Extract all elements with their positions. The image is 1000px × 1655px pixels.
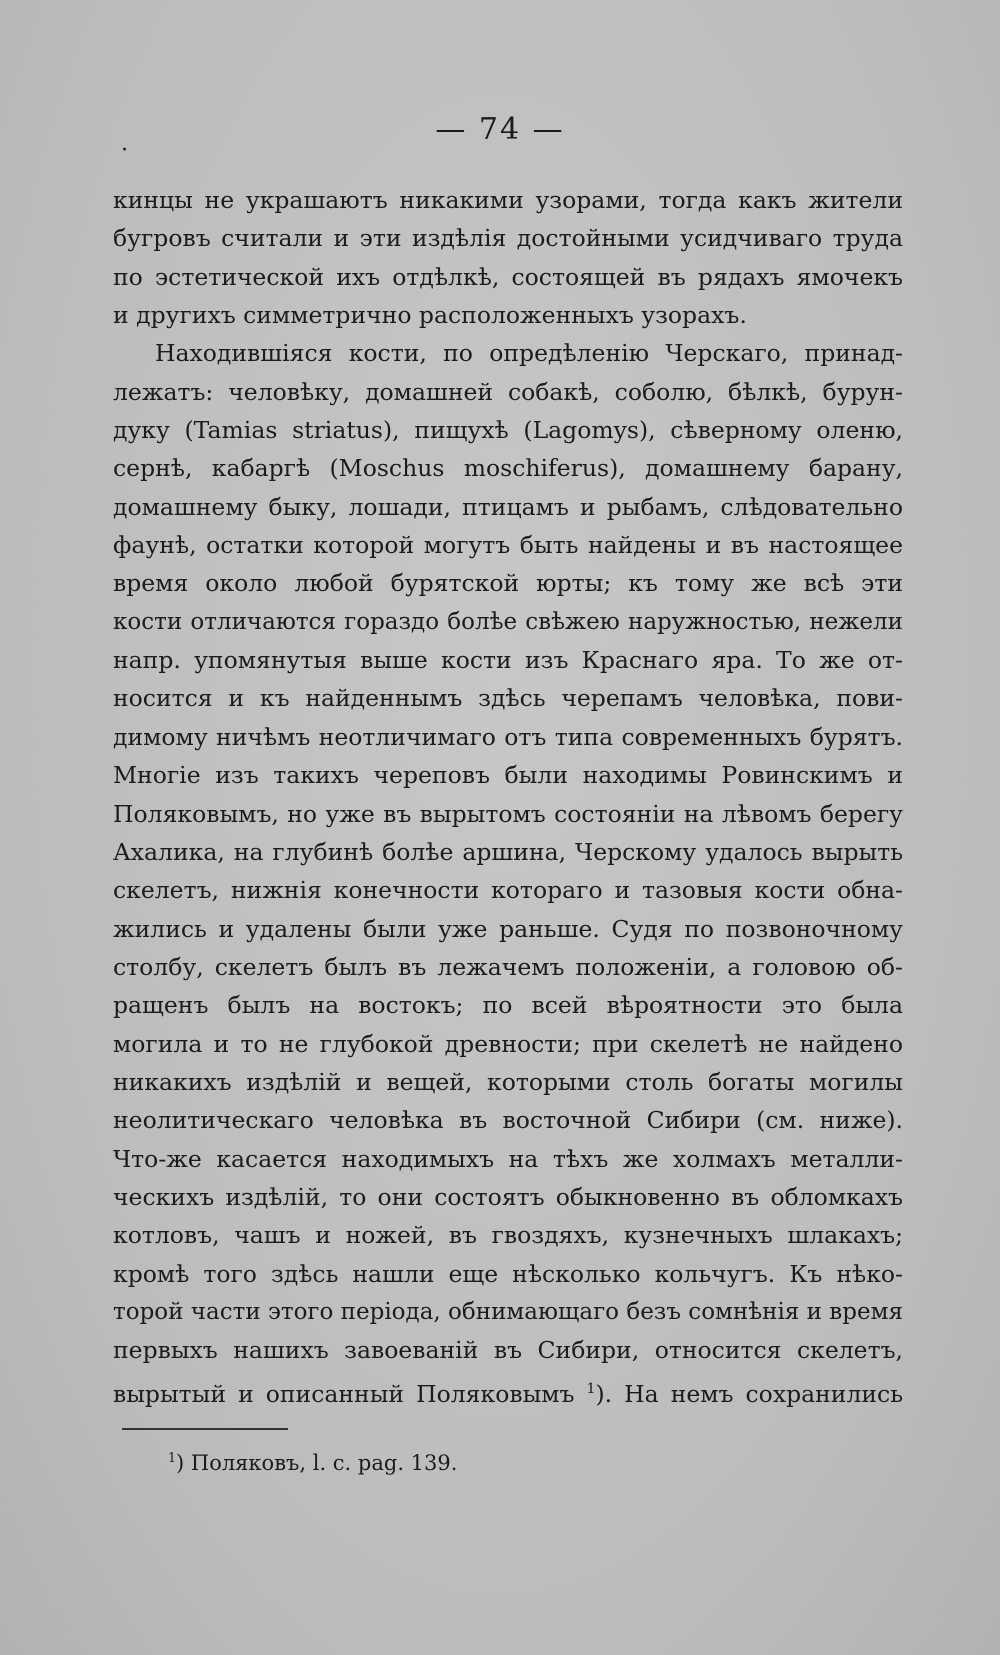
- footnote-divider: [122, 1428, 288, 1430]
- text-line: никакихъ издѣлій и вещей, которыми столь богаты могилы: [113, 1067, 903, 1096]
- body-text: [113, 181, 903, 1413]
- text-line: лежатъ: человѣку, домашней собакѣ, соболю, бѣлкѣ, бурун-: [113, 377, 903, 406]
- margin-mark: ·: [121, 138, 128, 163]
- text-line: напр. упомянутыя выше кости изъ Краснаго яра. То же от-: [113, 646, 903, 675]
- text-line: котловъ, чашъ и ножей, въ гвоздяхъ, кузнечныхъ шлакахъ;: [113, 1221, 903, 1250]
- text-line: носится и къ найденнымъ здѣсь черепамъ человѣка, пови-: [113, 684, 903, 713]
- text-line: Поляковымъ, но уже въ вырытомъ состояніи на лѣвомъ берегу: [113, 799, 903, 828]
- text-line: Что-же касается находимыхъ на тѣхъ же холмахъ металли-: [113, 1144, 903, 1173]
- text-line: по эстетической ихъ отдѣлкѣ, состоящей въ рядахъ ямочекъ: [113, 262, 903, 291]
- text-line: кости отличаются гораздо болѣе свѣжею наружностью, нежели: [113, 608, 903, 635]
- text-line-with-footnote: [113, 1370, 903, 1413]
- text-segment: вырытый и описанный Поляковымъ: [113, 1379, 575, 1408]
- text-line: жились и удалены были уже раньше. Судя по позвоночному: [113, 914, 903, 943]
- text-line: фаунѣ, остатки которой могутъ быть найдены и въ настоящее: [113, 531, 903, 560]
- text-line: и другихъ симметрично расположенныхъ узорахъ.: [113, 301, 747, 330]
- text-line: могила и то не глубокой древности; при скелетѣ не найдено: [113, 1029, 903, 1058]
- text-line: первыхъ нашихъ завоеваній въ Сибири, относится скелетъ,: [113, 1336, 903, 1365]
- footnote-marker: 1: [168, 1450, 177, 1465]
- text-line: Ахалика, на глубинѣ болѣе аршина, Черскому удалось вырыть: [113, 837, 903, 866]
- text-line: сернѣ, кабаргѣ (Moschus moschiferus), домашнему барану,: [113, 454, 903, 483]
- text-line: торой части этого періода, обнимающаго безъ сомнѣнія и время: [113, 1298, 903, 1325]
- text-line: кинцы не украшаютъ никакими узорами, тогда какъ жители: [113, 186, 903, 214]
- footnote-text: ) Поляковъ, l. c. pag. 139.: [176, 1451, 458, 1475]
- text-line: Многіе изъ такихъ череповъ были находимы Ровинскимъ и: [113, 761, 903, 790]
- footnote: [168, 1450, 457, 1475]
- text-line: дуку (Tamias striatus), пищухѣ (Lagomys), сѣверному оленю,: [113, 416, 903, 445]
- page-number: — 74 —: [435, 112, 565, 147]
- paragraph-start-line: Находившіяся кости, по опредѣленію Черскаго, принад-: [155, 339, 903, 368]
- text-line: домашнему быку, лошади, птицамъ и рыбамъ, слѣдовательно: [113, 492, 903, 521]
- text-line: бугровъ считали и эти издѣлія достойными усидчиваго труда: [113, 224, 903, 253]
- text-line: скелетъ, нижнія конечности котораго и тазовыя кости обна-: [113, 876, 903, 905]
- text-segment: ). На немъ сохранились: [595, 1379, 904, 1408]
- text-line: неолитическаго человѣка въ восточной Сибири (см. ниже).: [113, 1106, 903, 1135]
- text-line: ческихъ издѣлій, то они состоятъ обыкновенно въ обломкахъ: [113, 1182, 903, 1211]
- text-line: столбу, скелетъ былъ въ лежачемъ положеніи, а головою об-: [113, 952, 903, 981]
- text-line: время около любой бурятской юрты; къ тому же всѣ эти: [113, 569, 903, 598]
- footnote-reference: 1: [586, 1380, 596, 1397]
- text-line: кромѣ того здѣсь нашли еще нѣсколько кольчугъ. Къ нѣко-: [113, 1259, 903, 1288]
- text-line: димому ничѣмъ неотличимаго отъ типа современныхъ бурятъ.: [113, 722, 903, 751]
- text-line: ращенъ былъ на востокъ; по всей вѣроятности это была: [113, 991, 903, 1020]
